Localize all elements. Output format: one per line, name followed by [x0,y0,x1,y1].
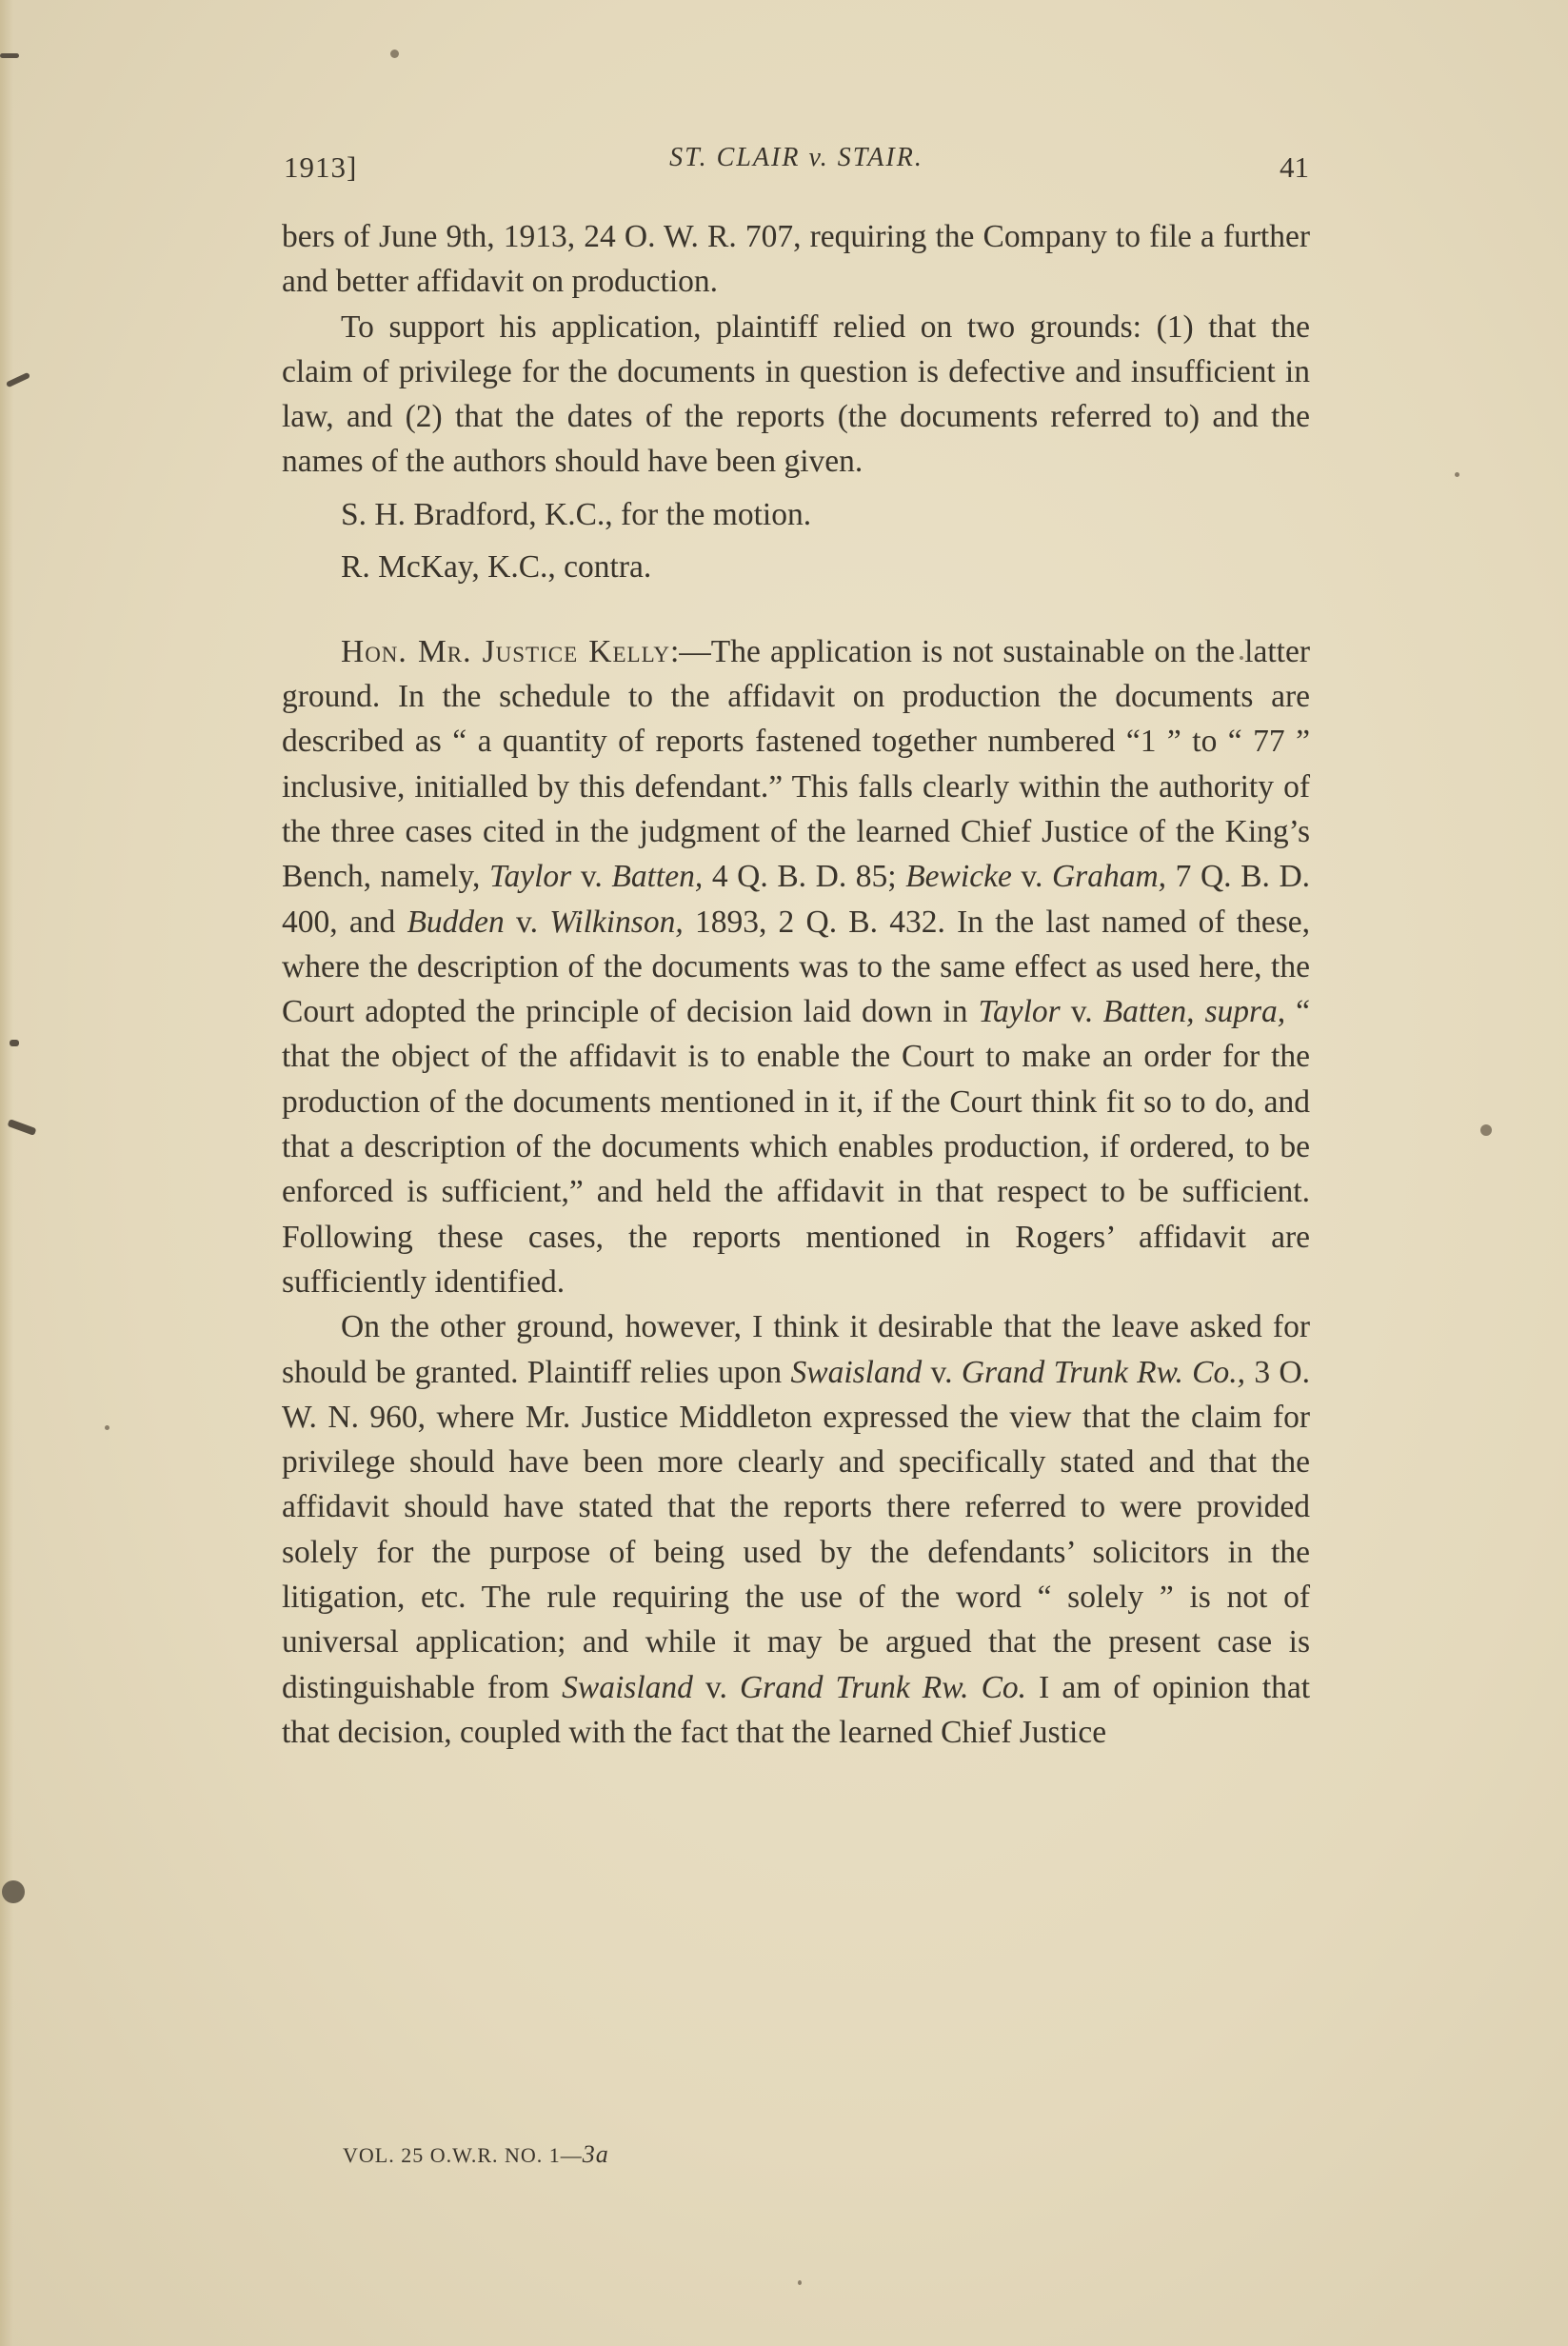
ink-spot [390,50,399,58]
case-party: Swaisland [562,1669,693,1705]
text-run: 1893, 2 Q. B. 432. In the last named of these, where the description of the documents was to the same effect as used here, the Court adopted the principle of decision laid down in [282,904,1310,1030]
versus: v. [1060,994,1103,1030]
edge-mark [2,1880,25,1903]
versus: v. [571,859,612,895]
text-run: 4 Q. B. D. 85; [703,859,906,895]
ink-spot [1480,1124,1492,1136]
case-party: Batten, [611,859,704,895]
case-party: Wilkinson, [549,904,684,940]
case-party: Bewicke [905,859,1012,895]
judge-name: Hon. Mr. Justice Kelly [341,633,670,669]
header-year: 1913] [284,150,358,184]
page-number: 41 [1280,150,1309,184]
text-run: I am of opinion that that decision, coupled with the fact that the learned Chief Justice [282,1669,1311,1750]
case-party: Grand Trunk Rw. Co., [961,1354,1246,1390]
page-edge-shadow [0,0,13,2346]
case-party: Batten, supra, [1102,994,1286,1030]
ink-spot [105,1425,109,1430]
case-party: Graham, [1051,859,1167,895]
judgment-paragraph [282,629,1310,1304]
ink-spot [798,2280,802,2285]
case-party: Swaisland [790,1354,923,1390]
versus: v. [1011,859,1052,895]
counsel-for-motion: S. H. Bradford, K.C., for the motion. [341,496,812,532]
versus: v. [692,1669,740,1705]
running-title: ST. CLAIR v. STAIR. [669,143,923,172]
edge-mark [10,1040,19,1046]
text-run: 3 O. W. N. 960, where Mr. Justice Middleton expressed the view that the claim for privilege should have been more clearly and specifically stated and that the affidavit should have stated that the reports there referred to were provided solely for the purpose of being used by the defendants’ solicitors in the litigation, etc. The rule requiring the use of the word “ solely ” is not of universal application; and while it may be argued that the present case is distinguishable from [282,1354,1310,1705]
paragraph-continuation: bers of June 9th, 1913, 24 O. W. R. 707, requiring the Company to file a further and better affidavit on production. [282,219,1310,300]
paragraph-grounds: To support his application, plaintiff relied on two grounds: (1) that the claim of privilege for the documents in question is defective and insufficient in law, and (2) that the dates of the reports (the documents referred to) and the names of the authors should have been given. [282,308,1310,480]
counsel-contra: R. McKay, K.C., contra. [341,548,652,585]
ink-spot [1455,472,1459,477]
page-body [282,214,1310,1755]
edge-mark [0,53,19,58]
case-party: Taylor [978,994,1061,1030]
versus: v. [922,1354,962,1390]
signature-line [343,2140,609,2169]
signature-mark: 3a [582,2140,609,2168]
volume-reference: VOL. 25 O.W.R. NO. 1— [343,2143,583,2167]
running-header [284,143,1309,190]
case-party: Grand Trunk Rw. Co. [739,1669,1027,1705]
text-run: :—The application is not sustainable on the latter ground. In the schedule to the affidavit on production the documents are described as “ a quantity of reports fastened together numbered “1 ” to “ 77 ” inclusive, initialled by this defendant.” This falls clearly within the authority of the three cases cited in the judgment of the learned Chief Justice of the King’s Bench, namely, [282,633,1310,895]
case-party: Taylor [488,859,572,895]
other-ground-paragraph [282,1304,1310,1755]
versus: v. [504,904,550,940]
text-run: On the other ground, however, I think it desirable that the leave asked for should be granted. Plaintiff relies upon [282,1309,1310,1390]
text-run: “ that the object of the affidavit is to enable the Court to make an order for the production of the documents mentioned in it, if the Court think fit so to do, and that a description of the documents which enables production, if ordered, to be enforced is sufficient,” and held the affidavit in that respect to be sufficient. Following these cases, the reports mentioned in Rogers’ affidavit are sufficiently identified. [282,994,1311,1300]
text-run: 7 Q. B. D. 400, and [282,859,1311,940]
case-party: Budden [407,904,505,940]
